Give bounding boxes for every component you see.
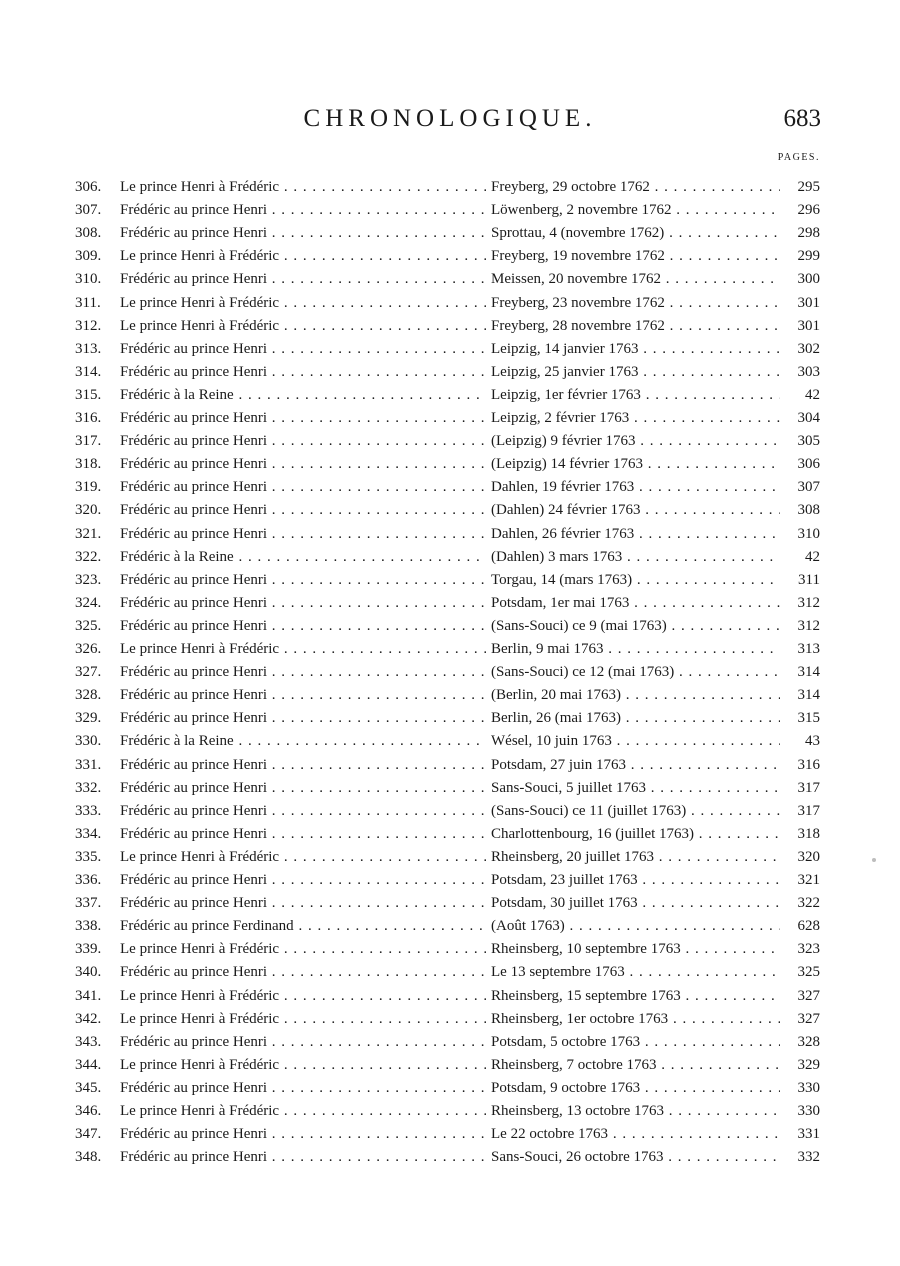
entry-page: 307 [780,476,820,499]
entry-number: 307. [75,202,102,219]
entry-correspondents: Frédéric au prince Henri . . . [120,1031,486,1054]
entry-page: 316 [780,754,820,777]
entry-correspondents: Frédéric au prince Henri . . . [120,961,486,984]
entry-place-date: Leipzig, 1er février 1763 . . . [491,384,787,407]
entry-row [0,1077,900,1100]
entry-correspondents: Frédéric au prince Henri . . . [120,361,486,384]
entry-place-date: Löwenberg, 2 novembre 1762 . . . [491,199,787,222]
entry-row [0,869,900,892]
entry-row [0,1008,900,1031]
entry-place-date: Rheinsberg, 1er octobre 1763 . . . [491,1008,787,1031]
entry-place-date: Wésel, 10 juin 1763 . . . [491,730,787,753]
entry-place-date: Rheinsberg, 10 septembre 1763 . . . [491,938,787,961]
page-number: 683 [783,105,821,132]
entry-place-date: (Sans-Souci) ce 12 (mai 1763) . . . [491,661,787,684]
entry-page: 299 [780,245,820,268]
entry-correspondents: Frédéric à la Reine . . . [120,546,486,569]
entry-place-date: Potsdam, 30 juillet 1763 . . . [491,892,787,915]
entry-row [0,361,900,384]
entry-row [0,338,900,361]
entry-number: 306. [75,179,102,195]
entry-page: 330 [780,1077,820,1100]
entry-page: 323 [780,938,820,961]
entry-number: 317. [75,433,102,450]
entry-page: 320 [780,846,820,869]
entry-page: 312 [780,592,820,615]
entry-correspondents: Frédéric au prince Henri . . . [120,754,486,777]
entry-place-date: Berlin, 9 mai 1763 . . . [491,638,787,661]
entry-place-date: Rheinsberg, 7 octobre 1763 . . . [491,1054,787,1077]
entry-number: 308. [75,225,102,242]
entry-place-date: Potsdam, 1er mai 1763 . . . [491,592,787,615]
entry-correspondents: Le prince Henri à Frédéric . . . [120,176,486,199]
entry-correspondents: Frédéric au prince Henri . . . [120,707,486,730]
entry-place-date: (Leipzig) 9 février 1763 . . . [491,430,787,453]
entry-page: 321 [780,869,820,892]
entry-correspondents: Frédéric au prince Henri . . . [120,1123,486,1146]
entry-number: 327. [75,664,102,681]
entry-page: 312 [780,615,820,638]
entry-place-date: (Sans-Souci) ce 9 (mai 1763) . . . [491,615,787,638]
entry-correspondents: Le prince Henri à Frédéric . . . [120,245,486,268]
entry-row [0,800,900,823]
entry-number: 315. [75,386,102,403]
entry-place-date: Le 13 septembre 1763 . . . [491,961,787,984]
entry-page: 331 [780,1123,820,1146]
entry-number: 310. [75,271,102,288]
entry-row [0,823,900,846]
entry-page: 330 [780,1100,820,1123]
entry-correspondents: Le prince Henri à Frédéric . . . [120,638,486,661]
entry-page: 314 [780,684,820,707]
entry-place-date: Potsdam, 27 juin 1763 . . . [491,754,787,777]
entry-row [0,176,900,199]
entry-correspondents: Frédéric au prince Henri . . . [120,569,486,592]
entry-correspondents: Le prince Henri à Frédéric . . . [120,315,486,338]
entry-page: 329 [780,1054,820,1077]
entry-number: 314. [75,363,102,380]
entry-number: 309. [75,248,102,265]
entry-row [0,245,900,268]
entry-number: 346. [75,1103,102,1119]
entry-correspondents: Le prince Henri à Frédéric . . . [120,1008,486,1031]
entry-place-date: Freyberg, 19 novembre 1762 . . . [491,245,787,268]
entry-page: 301 [780,292,820,315]
entry-place-date: (Dahlen) 24 février 1763 . . . [491,499,787,522]
entry-page: 314 [780,661,820,684]
entry-row [0,615,900,638]
entry-place-date: Leipzig, 2 février 1763 . . . [491,407,787,430]
entry-correspondents: Frédéric au prince Henri . . . [120,615,486,638]
entry-correspondents: Frédéric au prince Henri . . . [120,869,486,892]
entry-correspondents: Frédéric à la Reine . . . [120,384,486,407]
entry-number: 341. [75,987,102,1004]
entry-row [0,1100,900,1123]
entry-number: 326. [75,641,102,657]
entry-number: 334. [75,825,102,842]
entry-row [0,384,900,407]
entry-row [0,315,900,338]
entry-row [0,292,900,315]
entry-number: 335. [75,848,102,865]
entry-place-date: Freyberg, 23 novembre 1762 . . . [491,292,787,315]
entry-row [0,430,900,453]
entry-page: 628 [780,915,820,938]
entry-row [0,453,900,476]
entry-number: 312. [75,317,102,334]
entry-correspondents: Frédéric au prince Henri . . . [120,499,486,522]
entry-place-date: (Leipzig) 14 février 1763 . . . [491,453,787,476]
page-speck [872,858,876,862]
entry-correspondents: Frédéric au prince Henri . . . [120,1146,486,1169]
entry-number: 339. [75,941,102,958]
entry-correspondents: Frédéric à la Reine . . . [120,730,486,753]
entry-correspondents: Frédéric au prince Ferdinand . . . [120,915,486,938]
entry-place-date: Freyberg, 28 novembre 1762 . . . [491,315,787,338]
entry-number: 347. [75,1126,102,1143]
entry-page: 42 [780,384,820,407]
entry-number: 328. [75,687,102,704]
entry-correspondents: Frédéric au prince Henri . . . [120,592,486,615]
entry-correspondents: Frédéric au prince Henri . . . [120,777,486,800]
entry-number: 318. [75,456,102,473]
entry-row [0,268,900,291]
entry-correspondents: Frédéric au prince Henri . . . [120,453,486,476]
entry-page: 327 [780,985,820,1008]
entry-place-date: Dahlen, 26 février 1763 . . . [491,523,787,546]
entry-number: 337. [75,895,102,912]
entry-place-date: Rheinsberg, 20 juillet 1763 . . . [491,846,787,869]
entry-row [0,961,900,984]
entry-place-date: (Août 1763) . . . [491,915,787,938]
entry-place-date: Dahlen, 19 février 1763 . . . [491,476,787,499]
entry-number: 311. [75,294,101,311]
entry-place-date: Berlin, 26 (mai 1763) . . . [491,707,787,730]
entry-row [0,730,900,753]
pages-column-header: PAGES. [777,152,820,163]
entry-page: 306 [780,453,820,476]
entry-place-date: Rheinsberg, 15 septembre 1763 . . . [491,985,787,1008]
entry-row [0,777,900,800]
entry-number: 313. [75,340,102,357]
entry-number: 336. [75,872,102,888]
entry-row [0,1054,900,1077]
entry-row [0,1123,900,1146]
entry-correspondents: Le prince Henri à Frédéric . . . [120,292,486,315]
entry-page: 302 [780,338,820,361]
entry-page: 300 [780,268,820,291]
entry-correspondents: Le prince Henri à Frédéric . . . [120,1100,486,1123]
entry-page: 305 [780,430,820,453]
entry-number: 323. [75,571,102,588]
entry-page: 296 [780,199,820,222]
entry-page: 311 [780,569,820,592]
entry-row [0,754,900,777]
entry-number: 333. [75,802,102,819]
entry-page: 322 [780,892,820,915]
entry-page: 298 [780,222,820,245]
entry-correspondents: Le prince Henri à Frédéric . . . [120,1054,486,1077]
entry-number: 321. [75,525,102,542]
entry-place-date: Sans-Souci, 5 juillet 1763 . . . [491,777,787,800]
entry-place-date: Meissen, 20 novembre 1762 . . . [491,268,787,291]
entry-place-date: Freyberg, 29 octobre 1762 . . . [491,176,787,199]
entry-row [0,523,900,546]
entry-correspondents: Frédéric au prince Henri . . . [120,338,486,361]
entry-page: 310 [780,523,820,546]
entry-number: 343. [75,1033,102,1050]
entry-number: 344. [75,1056,102,1073]
entry-number: 329. [75,710,102,727]
entry-row [0,1031,900,1054]
entry-number: 319. [75,479,102,496]
entry-correspondents: Frédéric au prince Henri . . . [120,222,486,245]
entry-correspondents: Frédéric au prince Henri . . . [120,199,486,222]
entry-correspondents: Frédéric au prince Henri . . . [120,523,486,546]
entry-number: 324. [75,594,102,611]
entry-page: 332 [780,1146,820,1169]
entry-page: 43 [780,730,820,753]
entry-correspondents: Le prince Henri à Frédéric . . . [120,938,486,961]
entry-place-date: (Berlin, 20 mai 1763) . . . [491,684,787,707]
entry-number: 320. [75,502,102,519]
entry-correspondents: Frédéric au prince Henri . . . [120,823,486,846]
entry-page: 317 [780,777,820,800]
entry-row [0,199,900,222]
entry-row [0,592,900,615]
page-title: CHRONOLOGIQUE. [303,105,597,132]
entry-row [0,938,900,961]
entry-row [0,222,900,245]
entry-row [0,707,900,730]
entry-place-date: Potsdam, 9 octobre 1763 . . . [491,1077,787,1100]
entry-row [0,476,900,499]
entry-number: 330. [75,733,102,750]
entry-page: 308 [780,499,820,522]
entry-row [0,985,900,1008]
entry-place-date: (Sans-Souci) ce 11 (juillet 1763) . . . [491,800,787,823]
entry-page: 304 [780,407,820,430]
entry-row [0,846,900,869]
entry-row [0,407,900,430]
entry-place-date: Rheinsberg, 13 octobre 1763 . . . [491,1100,787,1123]
entry-place-date: (Dahlen) 3 mars 1763 . . . [491,546,787,569]
entry-page: 315 [780,707,820,730]
entry-place-date: Torgau, 14 (mars 1763) . . . [491,569,787,592]
entry-place-date: Leipzig, 14 janvier 1763 . . . [491,338,787,361]
entry-page: 325 [780,961,820,984]
entry-place-date: Charlottenbourg, 16 (juillet 1763) . . . [491,823,787,846]
entry-place-date: Le 22 octobre 1763 . . . [491,1123,787,1146]
entry-page: 301 [780,315,820,338]
entry-page: 295 [780,176,820,199]
entry-row [0,892,900,915]
entry-number: 316. [75,410,102,426]
entry-place-date: Sprottau, 4 (novembre 1762) . . . [491,222,787,245]
entry-page: 328 [780,1031,820,1054]
entry-correspondents: Frédéric au prince Henri . . . [120,430,486,453]
entry-correspondents: Frédéric au prince Henri . . . [120,800,486,823]
entry-page: 318 [780,823,820,846]
entry-number: 340. [75,964,102,981]
entry-number: 345. [75,1079,102,1096]
entry-page: 313 [780,638,820,661]
entry-number: 342. [75,1010,102,1027]
entry-row [0,569,900,592]
entry-correspondents: Frédéric au prince Henri . . . [120,684,486,707]
entry-row [0,661,900,684]
entry-row [0,1146,900,1169]
entry-row [0,546,900,569]
entry-number: 348. [75,1149,102,1166]
entry-row [0,638,900,661]
entry-number: 338. [75,918,102,935]
entry-correspondents: Le prince Henri à Frédéric . . . [120,846,486,869]
entry-correspondents: Le prince Henri à Frédéric . . . [120,985,486,1008]
entry-correspondents: Frédéric au prince Henri . . . [120,892,486,915]
entry-correspondents: Frédéric au prince Henri . . . [120,268,486,291]
entry-number: 322. [75,548,102,565]
entry-correspondents: Frédéric au prince Henri . . . [120,476,486,499]
entry-place-date: Potsdam, 5 octobre 1763 . . . [491,1031,787,1054]
entry-page: 327 [780,1008,820,1031]
entry-place-date: Sans-Souci, 26 octobre 1763 . . . [491,1146,787,1169]
entry-place-date: Potsdam, 23 juillet 1763 . . . [491,869,787,892]
entry-page: 303 [780,361,820,384]
entry-correspondents: Frédéric au prince Henri . . . [120,407,486,430]
entry-correspondents: Frédéric au prince Henri . . . [120,1077,486,1100]
entry-row [0,499,900,522]
entry-row [0,915,900,938]
entry-correspondents: Frédéric au prince Henri . . . [120,661,486,684]
entry-place-date: Leipzig, 25 janvier 1763 . . . [491,361,787,384]
entry-number: 332. [75,779,102,796]
entry-number: 331. [75,756,102,773]
entry-page: 317 [780,800,820,823]
entry-page: 42 [780,546,820,569]
entry-number: 325. [75,617,102,634]
entry-row [0,684,900,707]
